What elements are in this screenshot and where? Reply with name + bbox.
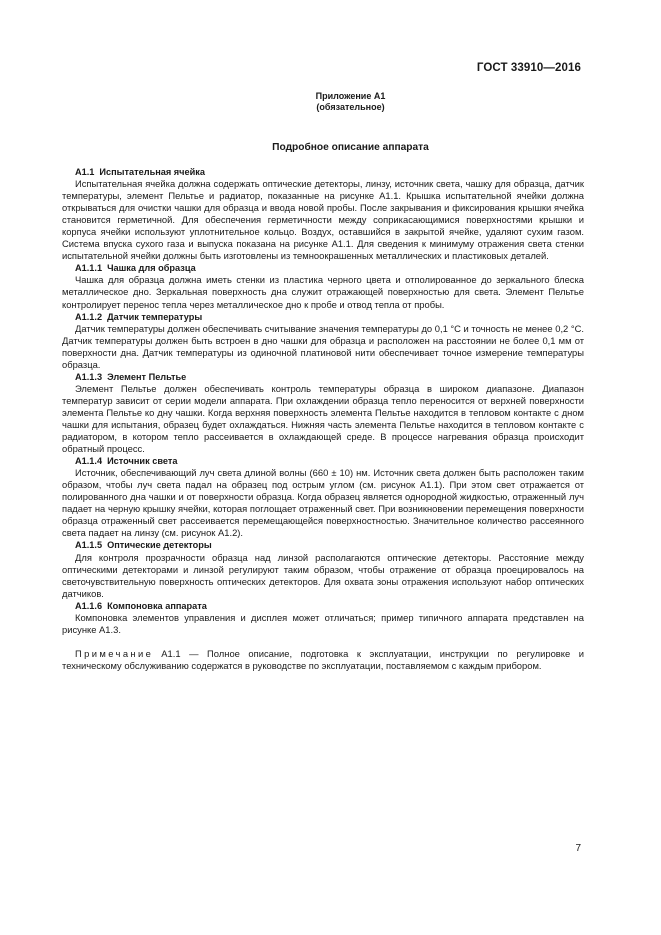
document-body bbox=[62, 166, 584, 672]
section-paragraph: Для контроля прозрачности образца над линзой располагаются оптические детекторы. Расстояние между оптическими детекторами и линзой регулируют таким образом, чтобы отражение от образца проецировалось на светочувствительную поверхность оптических детекторов. Для охвата зоны отражения используют набор оптических датчиков. bbox=[62, 551, 584, 599]
standard-code: ГОСТ 33910—2016 bbox=[476, 62, 581, 74]
main-title: Подробное описание аппарата bbox=[272, 142, 429, 153]
section-number: А1.1.4 bbox=[75, 456, 103, 467]
section-heading bbox=[62, 311, 584, 323]
section-paragraph: Источник, обеспечивающий луч света длиной волны (660 ± 10) нм. Источник света должен быть расположен таким образом, чтобы луч света падал на образец под острым углом (см. рисунок А1.1). При этом свет отражается от полированного дна чашки и от поверхности образца. Когда образец является однородной жидкостью, отраженный луч падает на черную крышку ячейки, которая поглощает отраженный свет. При возникновении перемещения поверхности образца отраженный свет рассеивается перемещающейся поверхностностью. Значительное количество рассеянного света падает на линзу (см. рисунок А1.2). bbox=[62, 467, 584, 539]
section-heading bbox=[62, 600, 584, 612]
section-title: Элемент Пельтье bbox=[107, 371, 187, 382]
section-number: А1.1 bbox=[75, 167, 95, 177]
section-paragraph: Элемент Пельтье должен обеспечивать контроль температуры образца в широком диапазоне. Диапазон температур зависит от серии модели аппарата. При охлаждении образца тепло переносится от верхней поверхности элемента Пельтье ко дну чашки. Когда верхняя поверхность элемента Пельтье находится в тепловом контакте с дном чашки для испытания, образец будет охлаждаться. Нижняя часть элемента Пельтье находится в тепловом контакте с радиатором, в котором тепло рассеивается в охлаждающей среде. В процессе нагревания образца происходит обратный процесс. bbox=[62, 382, 584, 455]
section-paragraph: Датчик температуры должен обеспечивать считывание значения температуры до 0,1 °С и точность не менее 0,2 °С. Датчик температуры должен быть встроен в дно чашки для образца и расположен на расстоянии не более 0,1 мм от поверхности дна. Датчик температуры из одиночной платиновой нити обеспечивает точное измерение температуры образца. bbox=[62, 322, 584, 370]
section-title: Испытательная ячейка bbox=[99, 167, 205, 177]
section-title: Чашка для образца bbox=[107, 263, 196, 274]
section-number: А1.1.3 bbox=[75, 371, 103, 382]
section-heading bbox=[62, 539, 584, 551]
section-title: Компоновка аппарата bbox=[107, 600, 207, 611]
section-heading bbox=[62, 371, 584, 383]
note bbox=[62, 648, 584, 672]
section-paragraph: Чашка для образца должна иметь стенки из пластика черного цвета и отполированное до зеркального блеска металлическое дно. Зеркальная поверхность дна служит отражающей поверхностью для света. Элемент Пельтье контролирует перенос тепла через металлическое дно к пробе и отвод тепла от пробы. bbox=[62, 274, 584, 310]
section-title: Источник света bbox=[107, 456, 178, 467]
appendix-status: (обязательное) bbox=[316, 102, 385, 112]
section-number: А1.1.1 bbox=[75, 263, 103, 274]
page-number: 7 bbox=[575, 843, 581, 854]
section-title: Датчик температуры bbox=[107, 311, 203, 322]
section-paragraph: Испытательная ячейка должна содержать оптические детекторы, линзу, источник света, чашку для образца, датчик температуры, элемент Пельтье и радиатор, показанные на рисунке А1.1. Крышка испытательной ячейки должна открываться для очистки чашки для образца и ввода новой пробы. После закрывания и фиксирования крышки ячейка становится герметичной. Для обеспечения герметичности между соприкасающимися поверхностями крышки и корпуса ячейки используют уплотнительное кольцо. Воздух, оставшийся в закрытой ячейке, удаляют сухим газом. Система впуска сухого газа и выпуска показана на рисунке А1.1. Для сведения к минимуму отражения света стенки испытательной ячейки должны быть изготовлены из темноокрашенных металлических и пластиковых деталей. bbox=[62, 178, 584, 262]
section-number: А1.1.2 bbox=[75, 311, 103, 322]
section-number: А1.1.5 bbox=[75, 540, 103, 551]
section-heading bbox=[62, 455, 584, 467]
note-label: Примечание bbox=[75, 647, 154, 659]
section-heading bbox=[62, 166, 584, 178]
note-text: А1.1 — Полное описание, подготовка к эксплуатации, инструкции по регулировке и техническому обслуживанию содержатся в руководстве по эксплуатации, поставляемом с каждым прибором. bbox=[62, 647, 584, 671]
section-paragraph: Компоновка элементов управления и дисплея может отличаться; пример типичного аппарата представлен на рисунке А1.3. bbox=[62, 611, 584, 635]
section-number: А1.1.6 bbox=[75, 600, 103, 611]
appendix-title: Приложение А1 bbox=[315, 91, 386, 101]
section-title: Оптические детекторы bbox=[107, 540, 212, 551]
section-heading bbox=[62, 262, 584, 274]
